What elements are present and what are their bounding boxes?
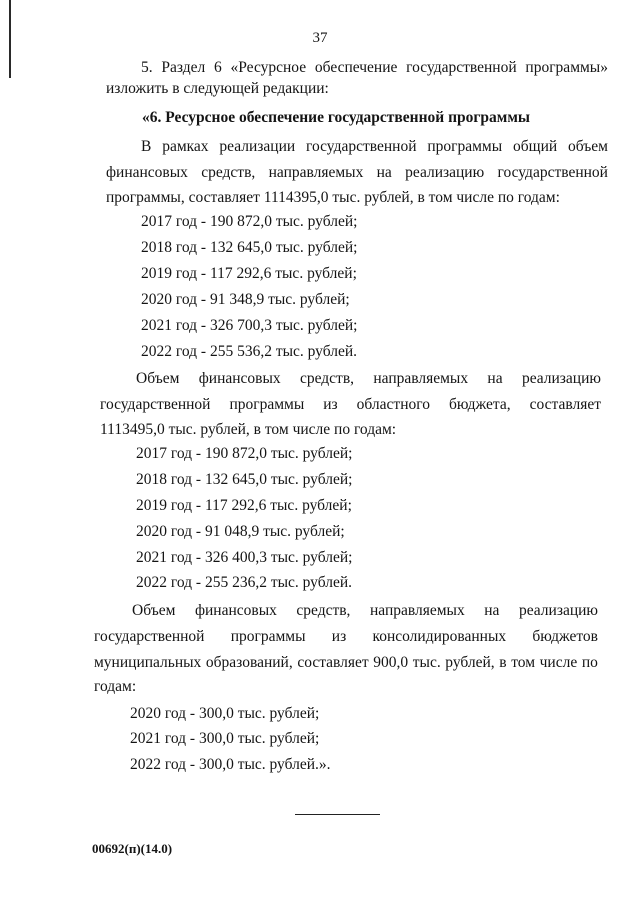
p1-line-3: программы, составляет 1114395,0 тыс. рублей, в том числе по годам:	[106, 189, 560, 206]
p1-year-2020: 2020 год - 91 348,9 тыс. рублей;	[141, 291, 350, 308]
word: государственной	[100, 396, 211, 413]
word: обеспечение	[314, 59, 398, 76]
word: Объем	[136, 370, 180, 387]
word: в	[499, 654, 507, 671]
word: на	[484, 602, 500, 619]
p1-year-2022: 2022 год - 255 536,2 тыс. рублей.	[141, 343, 358, 360]
word: 6	[214, 59, 222, 76]
word: государственной	[406, 59, 517, 76]
p2-year-2021: 2021 год - 326 400,3 тыс. рублей;	[136, 549, 353, 566]
word: реализации	[219, 138, 296, 155]
p1-line-1	[141, 137, 608, 157]
word: числе	[539, 654, 578, 671]
p3-line-3	[94, 653, 598, 673]
word: 5.	[141, 59, 153, 76]
word: том	[511, 654, 536, 671]
word: направляемых	[373, 370, 469, 387]
word: областного	[356, 396, 430, 413]
word: программы»	[525, 59, 608, 76]
item5-line-1	[141, 58, 608, 78]
p2-year-2019: 2019 год - 117 292,6 тыс. рублей;	[136, 497, 352, 514]
p1-line-2	[106, 163, 608, 183]
word: на	[487, 370, 503, 387]
word: рублей,	[445, 654, 495, 671]
word: средств,	[296, 602, 351, 619]
p2-year-2020: 2020 год - 91 048,9 тыс. рублей;	[136, 523, 345, 540]
p1-year-2018: 2018 год - 132 645,0 тыс. рублей;	[141, 239, 358, 256]
word: «Ресурсное	[230, 59, 307, 76]
word: В	[141, 138, 152, 155]
word: общий	[513, 138, 558, 155]
p3-year-2022: 2022 год - 300,0 тыс. рублей.».	[130, 756, 331, 773]
word: направляемых	[369, 602, 465, 619]
word: государственной	[94, 628, 205, 645]
word: программы	[229, 396, 305, 413]
p1-year-2021: 2021 год - 326 700,3 тыс. рублей;	[141, 317, 358, 334]
word: программы	[427, 138, 503, 155]
word: средств,	[299, 370, 355, 387]
word: реализацию	[405, 164, 485, 181]
word: программы	[230, 628, 306, 645]
word: реализацию	[518, 602, 598, 619]
page-number: 37	[312, 30, 328, 46]
p1-year-2017: 2017 год - 190 872,0 тыс. рублей;	[141, 213, 358, 230]
p3-line-1	[132, 601, 598, 621]
word: финансовых	[198, 370, 281, 387]
word: государственной	[306, 138, 417, 155]
word: составляет	[297, 654, 369, 671]
p3-line-4: годам:	[94, 678, 137, 695]
word: из	[323, 396, 338, 413]
word: финансовых	[106, 164, 188, 181]
p3-line-2	[94, 627, 598, 647]
word: Раздел	[161, 59, 206, 76]
word: 900,0	[373, 654, 409, 671]
word: рамках	[162, 138, 209, 155]
word: тыс.	[412, 654, 441, 671]
word: составляет	[529, 396, 601, 413]
p3-year-2021: 2021 год - 300,0 тыс. рублей;	[130, 730, 320, 747]
p2-year-2018: 2018 год - 132 645,0 тыс. рублей;	[136, 471, 353, 488]
p3-year-2020: 2020 год - 300,0 тыс. рублей;	[130, 705, 320, 722]
p2-year-2017: 2017 год - 190 872,0 тыс. рублей;	[136, 445, 353, 462]
word: образований,	[205, 654, 293, 671]
word: финансовых	[194, 602, 277, 619]
word: по	[581, 654, 598, 671]
word: направляемых	[268, 164, 364, 181]
word: консолидированных	[372, 628, 507, 645]
word: бюджетов	[532, 628, 598, 645]
word: Объем	[132, 602, 176, 619]
section-heading: «6. Ресурсное обеспечение государственной программы	[142, 109, 530, 126]
word: средств,	[201, 164, 256, 181]
word: из	[331, 628, 347, 645]
p2-line-1	[136, 369, 601, 389]
word: государственной	[497, 164, 608, 181]
word: реализацию	[521, 370, 601, 387]
p2-line-3: 1113495,0 тыс. рублей, в том числе по годам:	[100, 421, 397, 438]
closing-divider	[295, 814, 380, 815]
word: бюджета,	[448, 396, 511, 413]
word: объем	[568, 138, 608, 155]
item5-line-2: изложить в следующей редакции:	[106, 80, 329, 97]
p2-year-2022: 2022 год - 255 236,2 тыс. рублей.	[136, 574, 353, 591]
word: муниципальных	[94, 654, 202, 671]
document-code: 00692(п)(14.0)	[92, 841, 173, 856]
word: на	[376, 164, 392, 181]
p2-line-2	[100, 395, 601, 415]
p1-year-2019: 2019 год - 117 292,6 тыс. рублей;	[141, 265, 357, 282]
